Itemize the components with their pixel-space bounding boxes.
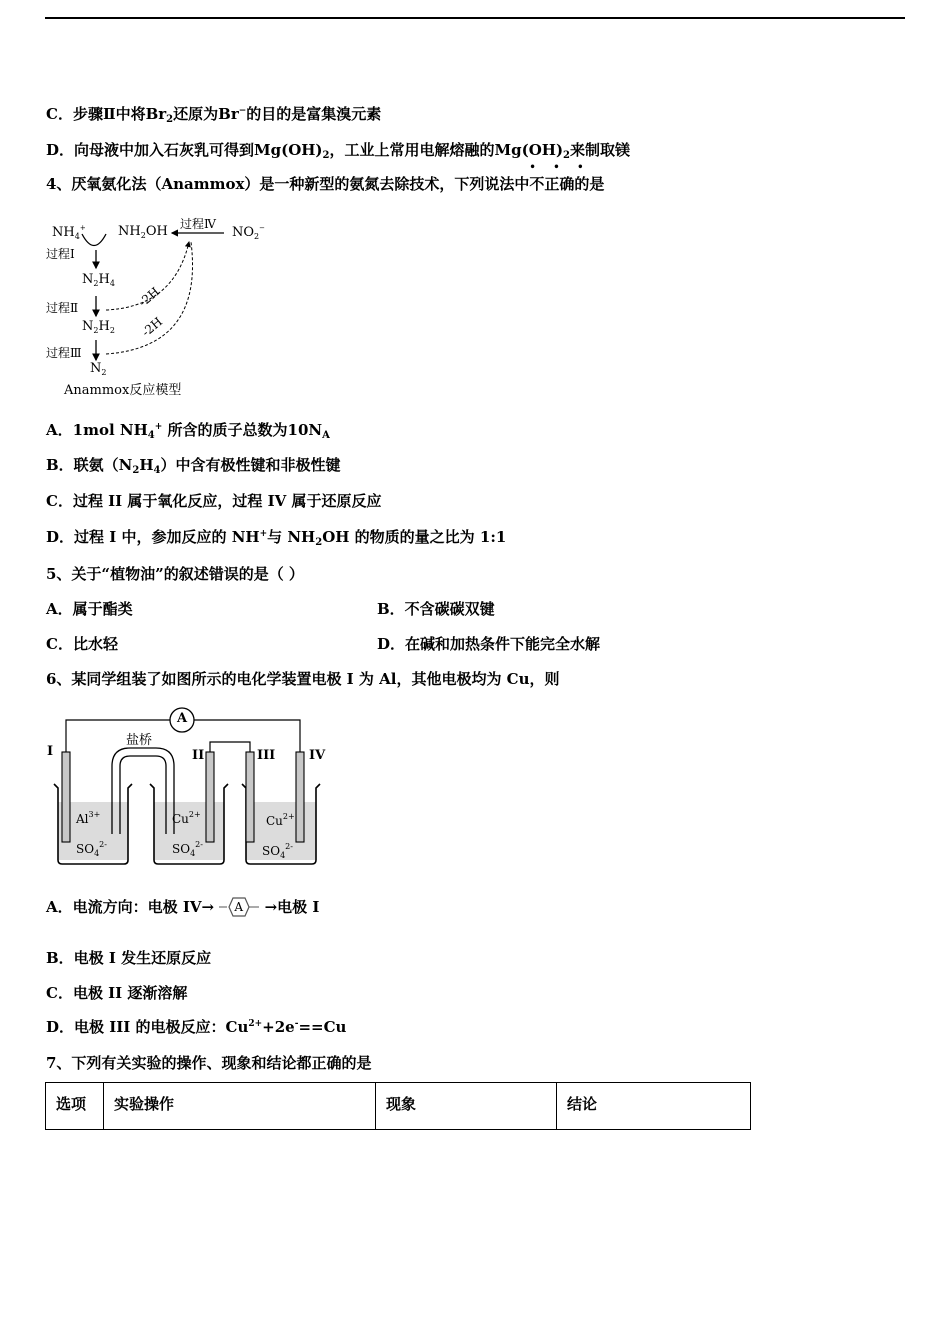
process4-label: 过程Ⅳ	[180, 217, 216, 231]
beaker1-cation: $Al^{3+}$	[76, 810, 101, 826]
q4-option-d: D．过程 I 中，参加反应的 NH+与 $NH_2OH$ 的物质的量之比为 1:1	[46, 528, 507, 548]
q6-option-d: D．电极 III 的电极反应：$Cu^{2+}+2e^-==Cu$	[46, 1018, 347, 1036]
process2-label: 过程Ⅱ	[46, 301, 79, 315]
n2h4-label: $N_2H_4$	[82, 272, 115, 288]
salt-bridge-label: 盐桥	[126, 733, 153, 748]
no2-label: $NO_2^-$	[232, 224, 266, 241]
beaker2-anion: $SO_4^{2-}$	[172, 840, 203, 858]
table-header-conclusion: 结论	[556, 1083, 750, 1129]
nh2oh-label: $NH_2OH$	[118, 224, 168, 240]
q7-stem: 7、下列有关实验的操作、现象和结论都正确的是	[46, 1054, 372, 1072]
beaker1-anion: $SO_4^{2-}$	[76, 840, 107, 858]
nh4-label: $NH_4^+$	[52, 224, 86, 241]
q7-table	[45, 1082, 751, 1130]
ammeter-icon: A	[219, 893, 259, 923]
q6-stem: 6、某同学组装了如图所示的电化学装置电极 I 为 Al，其他电极均为 Cu，则	[46, 670, 560, 688]
q5-option-c: C．比水轻	[46, 635, 118, 653]
q6-option-a: A．电流方向：电极 IV→ A →电极 I	[46, 892, 319, 922]
q6-option-c: C．电极 II 逐渐溶解	[46, 984, 188, 1002]
q4-option-c: C．过程 II 属于氧化反应，过程 IV 属于还原反应	[46, 492, 382, 510]
q5-option-a: A．属于酯类	[46, 600, 133, 618]
electrode-2-label: II	[192, 748, 205, 763]
q5-option-d: D．在碱和加热条件下能完全水解	[377, 635, 601, 653]
beaker3-anion: $SO_4^{2-}$	[262, 842, 293, 860]
emphasis-mark: • • • 不正确	[529, 162, 591, 193]
electrochem-diagram	[44, 704, 334, 868]
table-header-phenomenon: 现象	[375, 1083, 557, 1129]
q5-stem: 5、关于“植物油”的叙述错误的是（ ）	[46, 565, 304, 583]
table-header-option: 选项	[56, 1095, 87, 1113]
header-rule	[45, 17, 905, 19]
n2-label: $N_2$	[90, 361, 107, 377]
q4-option-a: A．1mol $NH_4^+$ 所含的质子总数为$10N_A$	[46, 421, 330, 441]
beaker2-cation: $Cu^{2+}$	[172, 810, 201, 826]
diagram-caption: Anammox反应模型	[64, 383, 182, 398]
minus2h-label-2: -2H	[139, 314, 166, 340]
process1-label: 过程Ⅰ	[46, 247, 75, 261]
q3-option-c: C．步骤Ⅱ中将$Br_2$还原为Br−的目的是富集溴元素	[46, 105, 382, 125]
n2h2-label: $N_2H_2$	[82, 319, 115, 335]
anammox-diagram	[44, 212, 274, 402]
q4-option-b: B．联氨$(N_2H_4)$中含有极性键和非极性键	[46, 456, 341, 476]
electrode-4-label: IV	[309, 748, 326, 763]
beaker3-cation: $Cu^{2+}$	[266, 812, 295, 828]
table-header-operation: 实验操作	[103, 1083, 376, 1129]
process3-label: 过程Ⅲ	[46, 346, 82, 360]
minus2h-label-1: -2H	[136, 284, 163, 310]
q5-option-b: B．不含碳碳双键	[377, 600, 495, 618]
q4-stem: 4、厌氧氨化法（Anammox）是一种新型的氨氮去除技术，下列说法中 • • • 不正确的是	[46, 162, 605, 193]
electrode-3-label: III	[257, 748, 276, 763]
electrode-1-label: I	[47, 744, 54, 759]
q3-option-d: D．向母液中加入石灰乳可得到$Mg(OH)_2$，工业上常用电解熔融的$Mg(OH)_2$来制取镁	[46, 141, 631, 161]
q6-option-b: B．电极 I 发生还原反应	[46, 949, 212, 967]
ammeter-label: A	[177, 711, 188, 726]
